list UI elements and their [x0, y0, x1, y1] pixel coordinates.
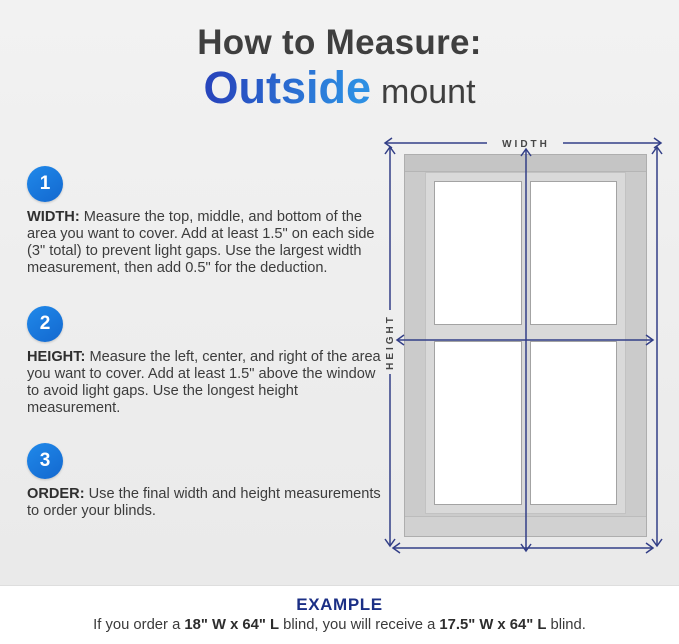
step-1 — [27, 166, 383, 277]
step-2-number-badge: 2 — [27, 306, 63, 342]
page-title — [0, 24, 679, 112]
step-3-body: Use the final width and height measurements to order your blinds. — [27, 486, 381, 519]
step-3 — [27, 443, 383, 520]
width-arrow-top — [385, 138, 661, 150]
step-3-label: ORDER: — [27, 486, 85, 502]
step-1-body: Measure the top, middle, and bottom of the area you want to cover. Add at least 1.5" on each side (3" total) to prevent light gaps. Use the largest width measurement, then add 0.5" for the deduction. — [27, 209, 375, 276]
width-label: WIDTH — [502, 139, 550, 150]
measurement-arrows — [379, 130, 679, 565]
title-suffix-mount: mount — [381, 72, 476, 111]
example-section — [0, 585, 679, 644]
title-line-1: How to Measure: — [197, 23, 482, 62]
step-3-text — [27, 486, 383, 520]
example-sentence — [0, 617, 679, 633]
step-1-label: WIDTH: — [27, 209, 80, 225]
step-3-number-badge: 3 — [27, 443, 63, 479]
example-prefix: If you order a — [93, 617, 185, 633]
title-highlight-outside: Outside — [203, 61, 372, 113]
example-heading: EXAMPLE — [296, 595, 383, 614]
title-line-2 — [0, 61, 679, 113]
step-2-body: Measure the left, center, and right of the area you want to cover. Add at least 1.5" above the window to avoid light gaps. Use the longest height measurement. — [27, 349, 381, 416]
height-label: HEIGHT — [385, 314, 396, 370]
example-middle: blind, you will receive a — [279, 617, 440, 633]
example-order-size: 18" W x 64" L — [184, 617, 280, 633]
center-vertical-arrow — [521, 149, 531, 551]
step-2-text — [27, 349, 383, 417]
height-arrow-left — [385, 147, 396, 546]
example-suffix: blind. — [546, 617, 586, 633]
center-horizontal-arrow — [397, 335, 653, 345]
window-diagram — [379, 130, 679, 565]
step-1-text — [27, 209, 383, 277]
height-arrow-right — [652, 147, 662, 546]
example-received-size: 17.5" W x 64" L — [439, 617, 547, 633]
step-2-label: HEIGHT: — [27, 349, 86, 365]
step-1-number-badge: 1 — [27, 166, 63, 202]
step-2 — [27, 306, 383, 417]
